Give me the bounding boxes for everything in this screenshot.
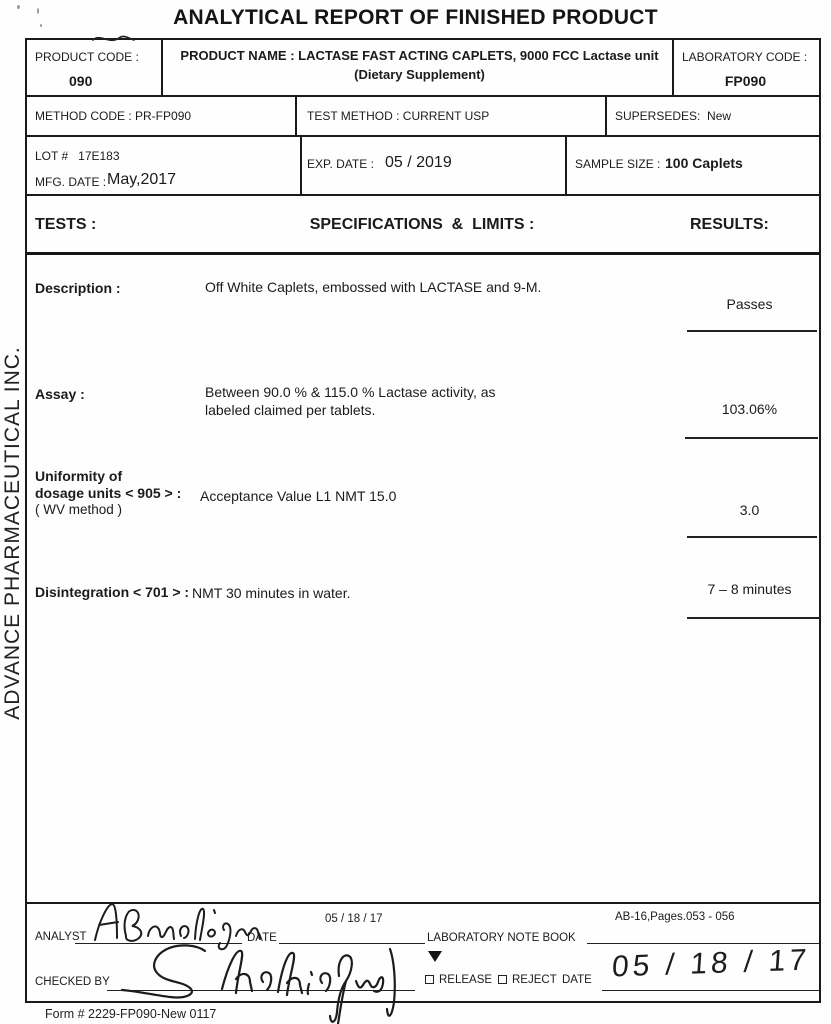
lot-value: 17E183 [78,149,120,163]
header-row-method [27,97,819,137]
page-title: ANALYTICAL REPORT OF FINISHED PRODUCT [173,6,658,29]
test-method-label: TEST METHOD : [307,109,400,123]
mfg-date-label: MFG. DATE : [35,175,107,189]
result-assay-value: 103.06% [721,401,778,417]
date-line [279,943,425,944]
release-date-label: DATE [562,974,592,986]
result-underline [685,437,818,439]
lot [35,149,120,163]
test-name-assay: Assay : [35,386,85,402]
laboratory-code-label: LABORATORY CODE : [682,50,808,64]
result-underline [687,536,817,538]
header-row-product [27,40,819,97]
exp-date-label: EXP. DATE : [307,157,374,171]
sample-size-value: 100 Caplets [665,155,743,171]
lot-label: LOT # [35,149,69,163]
release-label: RELEASE [439,974,493,986]
result-description [682,296,817,314]
test-method [307,109,489,123]
result-uniformity [682,502,817,520]
release-marker-triangle-icon [428,951,442,962]
result-disintegration-value: 7 – 8 minutes [707,581,792,597]
analysis-date-value: 05 / 18 / 17 [325,913,383,925]
spec-disintegration: NMT 30 minutes in water. [192,585,351,601]
product-code-value: 090 [69,73,93,89]
method-code [35,109,191,123]
result-description-value: Passes [726,296,773,312]
spec-description: Off White Caplets, embossed with LACTASE and 9-M. [205,279,542,295]
checked-by-label: CHECKED BY [35,976,110,988]
spec-assay-line1: Between 90.0 % & 115.0 % Lactase activity, as [205,384,496,400]
method-code-value: PR-FP090 [135,109,192,123]
test-name-uniformity-line3: ( WV method ) [35,502,123,517]
form-number: Form # 2229-FP090-New 0117 [45,1007,217,1021]
reject-label: REJECT [512,974,557,986]
product-name-line2: (Dietary Supplement) [354,67,485,82]
column-results: RESULTS: [690,216,769,233]
report-form-box [25,38,821,1003]
column-tests: TESTS : [35,216,97,233]
result-uniformity-value: 3.0 [739,502,760,518]
test-name-disintegration: Disintegration < 701 > : [35,584,190,600]
test-method-value: CURRENT USP [402,109,490,123]
checked-by-signature-line [107,990,415,991]
supersedes-value: New [707,109,732,123]
lab-notebook-value: AB-16,Pages.053 - 056 [615,911,735,923]
lab-notebook-label: LABORATORY NOTE BOOK [427,932,576,944]
exp-date-value: 05 / 2019 [385,154,452,171]
product-name-line1: PRODUCT NAME : LACTASE FAST ACTING CAPLETS, 9000 FCC Lactase unit [180,48,659,63]
test-name-uniformity-line2: dosage units < 905 > : [35,485,182,501]
release-checkbox [425,975,434,984]
column-specifications: SPECIFICATIONS & LIMITS : [309,216,535,233]
product-code-label: PRODUCT CODE : [35,50,139,64]
method-code-label: METHOD CODE : [35,109,132,123]
result-underline [687,617,820,619]
reject-checkbox [498,975,507,984]
test-name-uniformity-line1: Uniformity of [35,468,123,484]
header-row-lot [27,137,819,196]
laboratory-code-value: FP090 [724,73,767,89]
release-date-handwritten: 05 / 18 / 17 [610,943,812,984]
analyst-label: ANALYST [35,931,87,943]
result-underline [687,330,817,332]
result-disintegration [682,581,817,599]
result-assay [682,401,817,419]
tests-header-row [27,196,819,255]
release-date-line [602,990,820,991]
supersedes [615,109,731,123]
cell-product-code [27,40,163,95]
mfg-date-value: May,2017 [107,171,177,188]
signature-section [27,902,819,1001]
test-name-description: Description : [35,280,121,296]
spec-uniformity: Acceptance Value L1 NMT 15.0 [200,488,397,504]
spec-assay-line2: labeled claimed per tablets. [205,402,376,418]
company-name-vertical: ADVANCE PHARMACEUTICAL INC. [1,346,24,720]
analyst-signature-line [75,943,242,944]
date-label: DATE [247,932,277,944]
sample-size-label: SAMPLE SIZE : [575,157,661,171]
supersedes-label: SUPERSEDES: [615,109,701,123]
